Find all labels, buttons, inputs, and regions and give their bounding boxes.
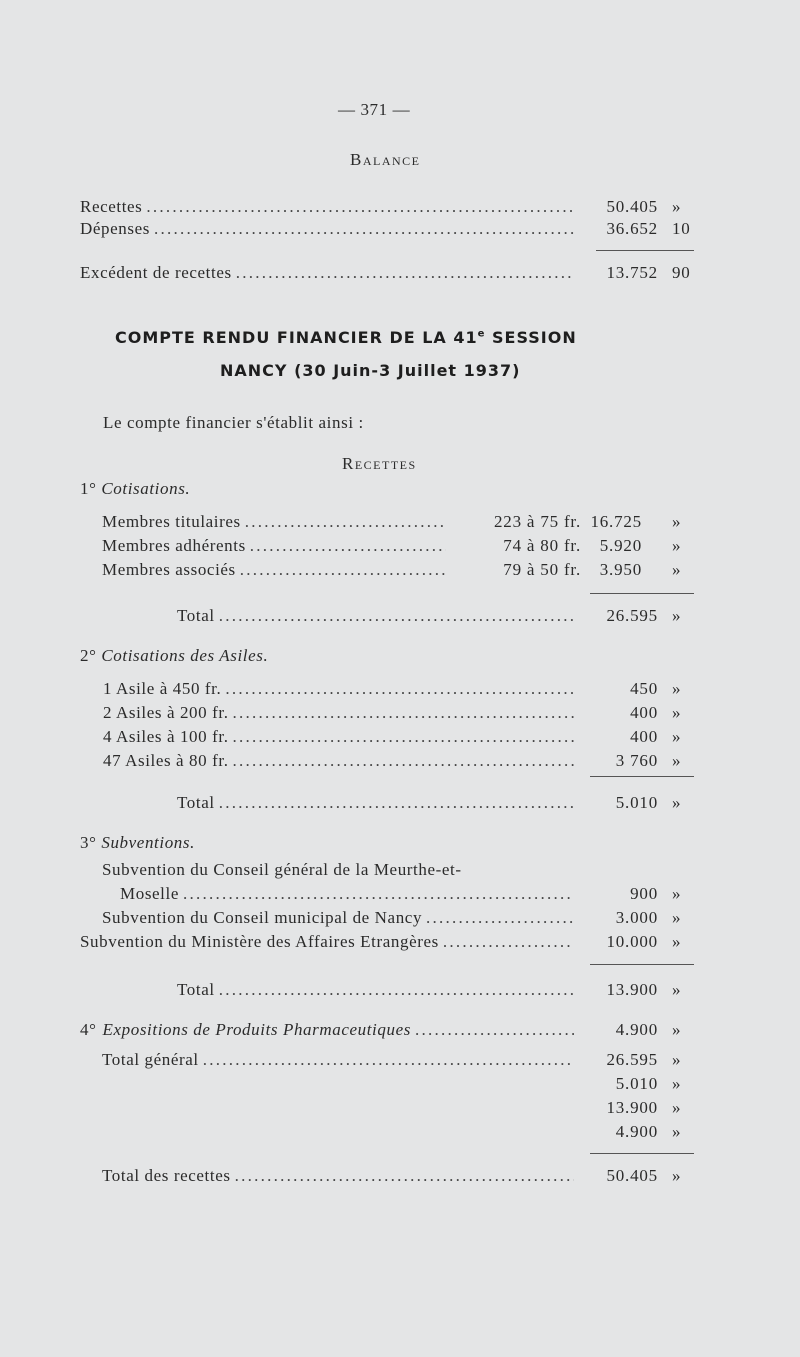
total-amount: 4.900 — [615, 1122, 658, 1141]
row-amount: 3 760 — [615, 751, 658, 770]
row-dec: » — [672, 679, 682, 698]
leader-dots — [219, 606, 574, 626]
leader-dots — [203, 1050, 574, 1070]
cotisation-row — [102, 512, 452, 532]
leader-dots — [245, 512, 446, 532]
subvention-row — [80, 932, 580, 952]
report-heading-line1 — [115, 328, 577, 347]
page-number: — 371 — — [338, 100, 411, 119]
cotisation-row — [102, 560, 452, 580]
row-dec: » — [672, 908, 682, 927]
total-dec: » — [672, 793, 682, 812]
row-label: 47 Asiles à 80 fr. — [103, 751, 229, 770]
total-amount: 26.595 — [606, 606, 658, 625]
sum-rule — [596, 250, 694, 251]
total-dec: » — [672, 1122, 682, 1141]
heading-part-b: SESSION — [485, 328, 577, 347]
balance-row-recettes — [80, 197, 580, 217]
row-dec: » — [672, 1020, 682, 1039]
balance-row-excedent — [80, 263, 580, 283]
section-title: Subventions. — [101, 833, 195, 852]
heading-part-a: COMPTE RENDU FINANCIER DE LA 41 — [115, 328, 478, 347]
row-dec: » — [672, 560, 682, 579]
balance-amount: 13.752 — [606, 263, 658, 282]
leader-dots — [219, 980, 574, 1000]
row-dec: » — [672, 727, 682, 746]
total-amount: 13.900 — [606, 1098, 658, 1117]
balance-title: Balance — [350, 150, 421, 169]
sum-rule — [590, 776, 694, 777]
total-recettes-row — [102, 1166, 580, 1186]
leader-dots — [236, 263, 574, 283]
total-label: Total — [177, 606, 215, 625]
total-dec: » — [672, 1050, 682, 1069]
sum-rule — [590, 1153, 694, 1154]
asiles-total-row — [177, 793, 580, 813]
balance-label: Excédent de recettes — [80, 263, 232, 282]
intro-text: Le compte financier s'établit ainsi : — [103, 413, 364, 432]
balance-amount: 36.652 — [606, 219, 658, 238]
total-amount: 5.010 — [615, 1074, 658, 1093]
cotisations-total-row — [177, 606, 580, 626]
balance-label: Dépenses — [80, 219, 150, 238]
leader-dots — [183, 884, 574, 904]
leader-dots — [443, 932, 574, 952]
leader-dots — [225, 679, 574, 699]
total-label: Total des recettes — [102, 1166, 231, 1185]
total-amount: 26.595 — [606, 1050, 658, 1069]
leader-dots — [415, 1020, 574, 1040]
row-dec: » — [672, 512, 682, 531]
total-dec: » — [672, 1166, 682, 1185]
section-number: 4° — [80, 1020, 97, 1039]
total-label: Total — [177, 793, 215, 812]
asile-row — [103, 679, 580, 699]
row-amount: 3.950 — [599, 560, 642, 579]
leader-dots — [154, 219, 574, 239]
leader-dots — [146, 197, 574, 217]
balance-dec: 10 — [672, 219, 691, 238]
total-dec: » — [672, 1098, 682, 1117]
total-label: Total — [177, 980, 215, 999]
row-label: 4 Asiles à 100 fr. — [103, 727, 229, 746]
row-label: Moselle — [120, 884, 179, 903]
row-dec: » — [672, 932, 682, 951]
balance-dec: » — [672, 197, 682, 216]
row-label: Subvention du Conseil municipal de Nancy — [102, 908, 423, 927]
balance-dec: 90 — [672, 263, 691, 282]
leader-dots — [233, 751, 574, 771]
section-title: Expositions de Produits Pharmaceutiques — [102, 1020, 411, 1039]
cotisation-row — [102, 536, 452, 556]
section-cotisations-title — [80, 479, 190, 499]
sum-rule — [590, 593, 694, 594]
heading-sup: e — [477, 328, 486, 340]
section-title: Cotisations. — [101, 479, 191, 498]
leader-dots — [233, 703, 574, 723]
row-dec: » — [672, 536, 682, 555]
subventions-total-row — [177, 980, 580, 1000]
section-number: 1° — [80, 479, 97, 498]
row-dec: » — [672, 884, 682, 903]
row-dec: » — [672, 703, 682, 722]
row-dec: » — [672, 751, 682, 770]
row-amount: 400 — [630, 703, 658, 722]
row-amount: 450 — [630, 679, 658, 698]
row-rate: 74 à 80 fr. — [503, 536, 581, 555]
row-label: 1 Asile à 450 fr. — [103, 679, 222, 698]
asile-row — [103, 703, 580, 723]
balance-amount: 50.405 — [606, 197, 658, 216]
leader-dots — [426, 908, 574, 928]
total-general-row — [102, 1050, 580, 1070]
section-number: 2° — [80, 646, 97, 665]
leader-dots — [233, 727, 574, 747]
expositions-row — [80, 1020, 580, 1040]
leader-dots — [240, 560, 446, 580]
row-amount: 900 — [630, 884, 658, 903]
row-amount: 16.725 — [590, 512, 642, 531]
subvention-row1-line2 — [120, 884, 580, 904]
row-amount: 4.900 — [615, 1020, 658, 1039]
total-dec: » — [672, 606, 682, 625]
total-amount: 5.010 — [615, 793, 658, 812]
row-label: Membres associés — [102, 560, 236, 579]
leader-dots — [235, 1166, 574, 1186]
row-label: Membres adhérents — [102, 536, 246, 555]
balance-row-depenses — [80, 219, 580, 239]
section-title: Cotisations des Asiles. — [101, 646, 269, 665]
asile-row — [103, 727, 580, 747]
total-label: Total général — [102, 1050, 199, 1069]
row-rate: 79 à 50 fr. — [503, 560, 581, 579]
row-amount: 400 — [630, 727, 658, 746]
row-rate: 223 à 75 fr. — [493, 512, 581, 531]
recettes-title: Recettes — [342, 454, 417, 473]
row-label: Membres titulaires — [102, 512, 241, 531]
row-label: Subvention du Ministère des Affaires Etrangères — [80, 932, 439, 951]
asile-row — [103, 751, 580, 771]
leader-dots — [219, 793, 574, 813]
balance-label: Recettes — [80, 197, 143, 216]
row-amount: 5.920 — [599, 536, 642, 555]
section-subventions-title — [80, 833, 195, 853]
row-amount: 10.000 — [606, 932, 658, 951]
subvention-row1-line1: Subvention du Conseil général de la Meurthe-et- — [102, 860, 462, 879]
total-dec: » — [672, 1074, 682, 1093]
sum-rule — [590, 964, 694, 965]
section-number: 3° — [80, 833, 97, 852]
report-heading-line2: NANCY (30 Juin-3 Juillet 1937) — [220, 361, 521, 380]
total-amount: 50.405 — [606, 1166, 658, 1185]
subvention-row — [102, 908, 580, 928]
total-dec: » — [672, 980, 682, 999]
section-asiles-title — [80, 646, 268, 666]
row-amount: 3.000 — [615, 908, 658, 927]
leader-dots — [250, 536, 446, 556]
total-amount: 13.900 — [606, 980, 658, 999]
row-label: 2 Asiles à 200 fr. — [103, 703, 229, 722]
